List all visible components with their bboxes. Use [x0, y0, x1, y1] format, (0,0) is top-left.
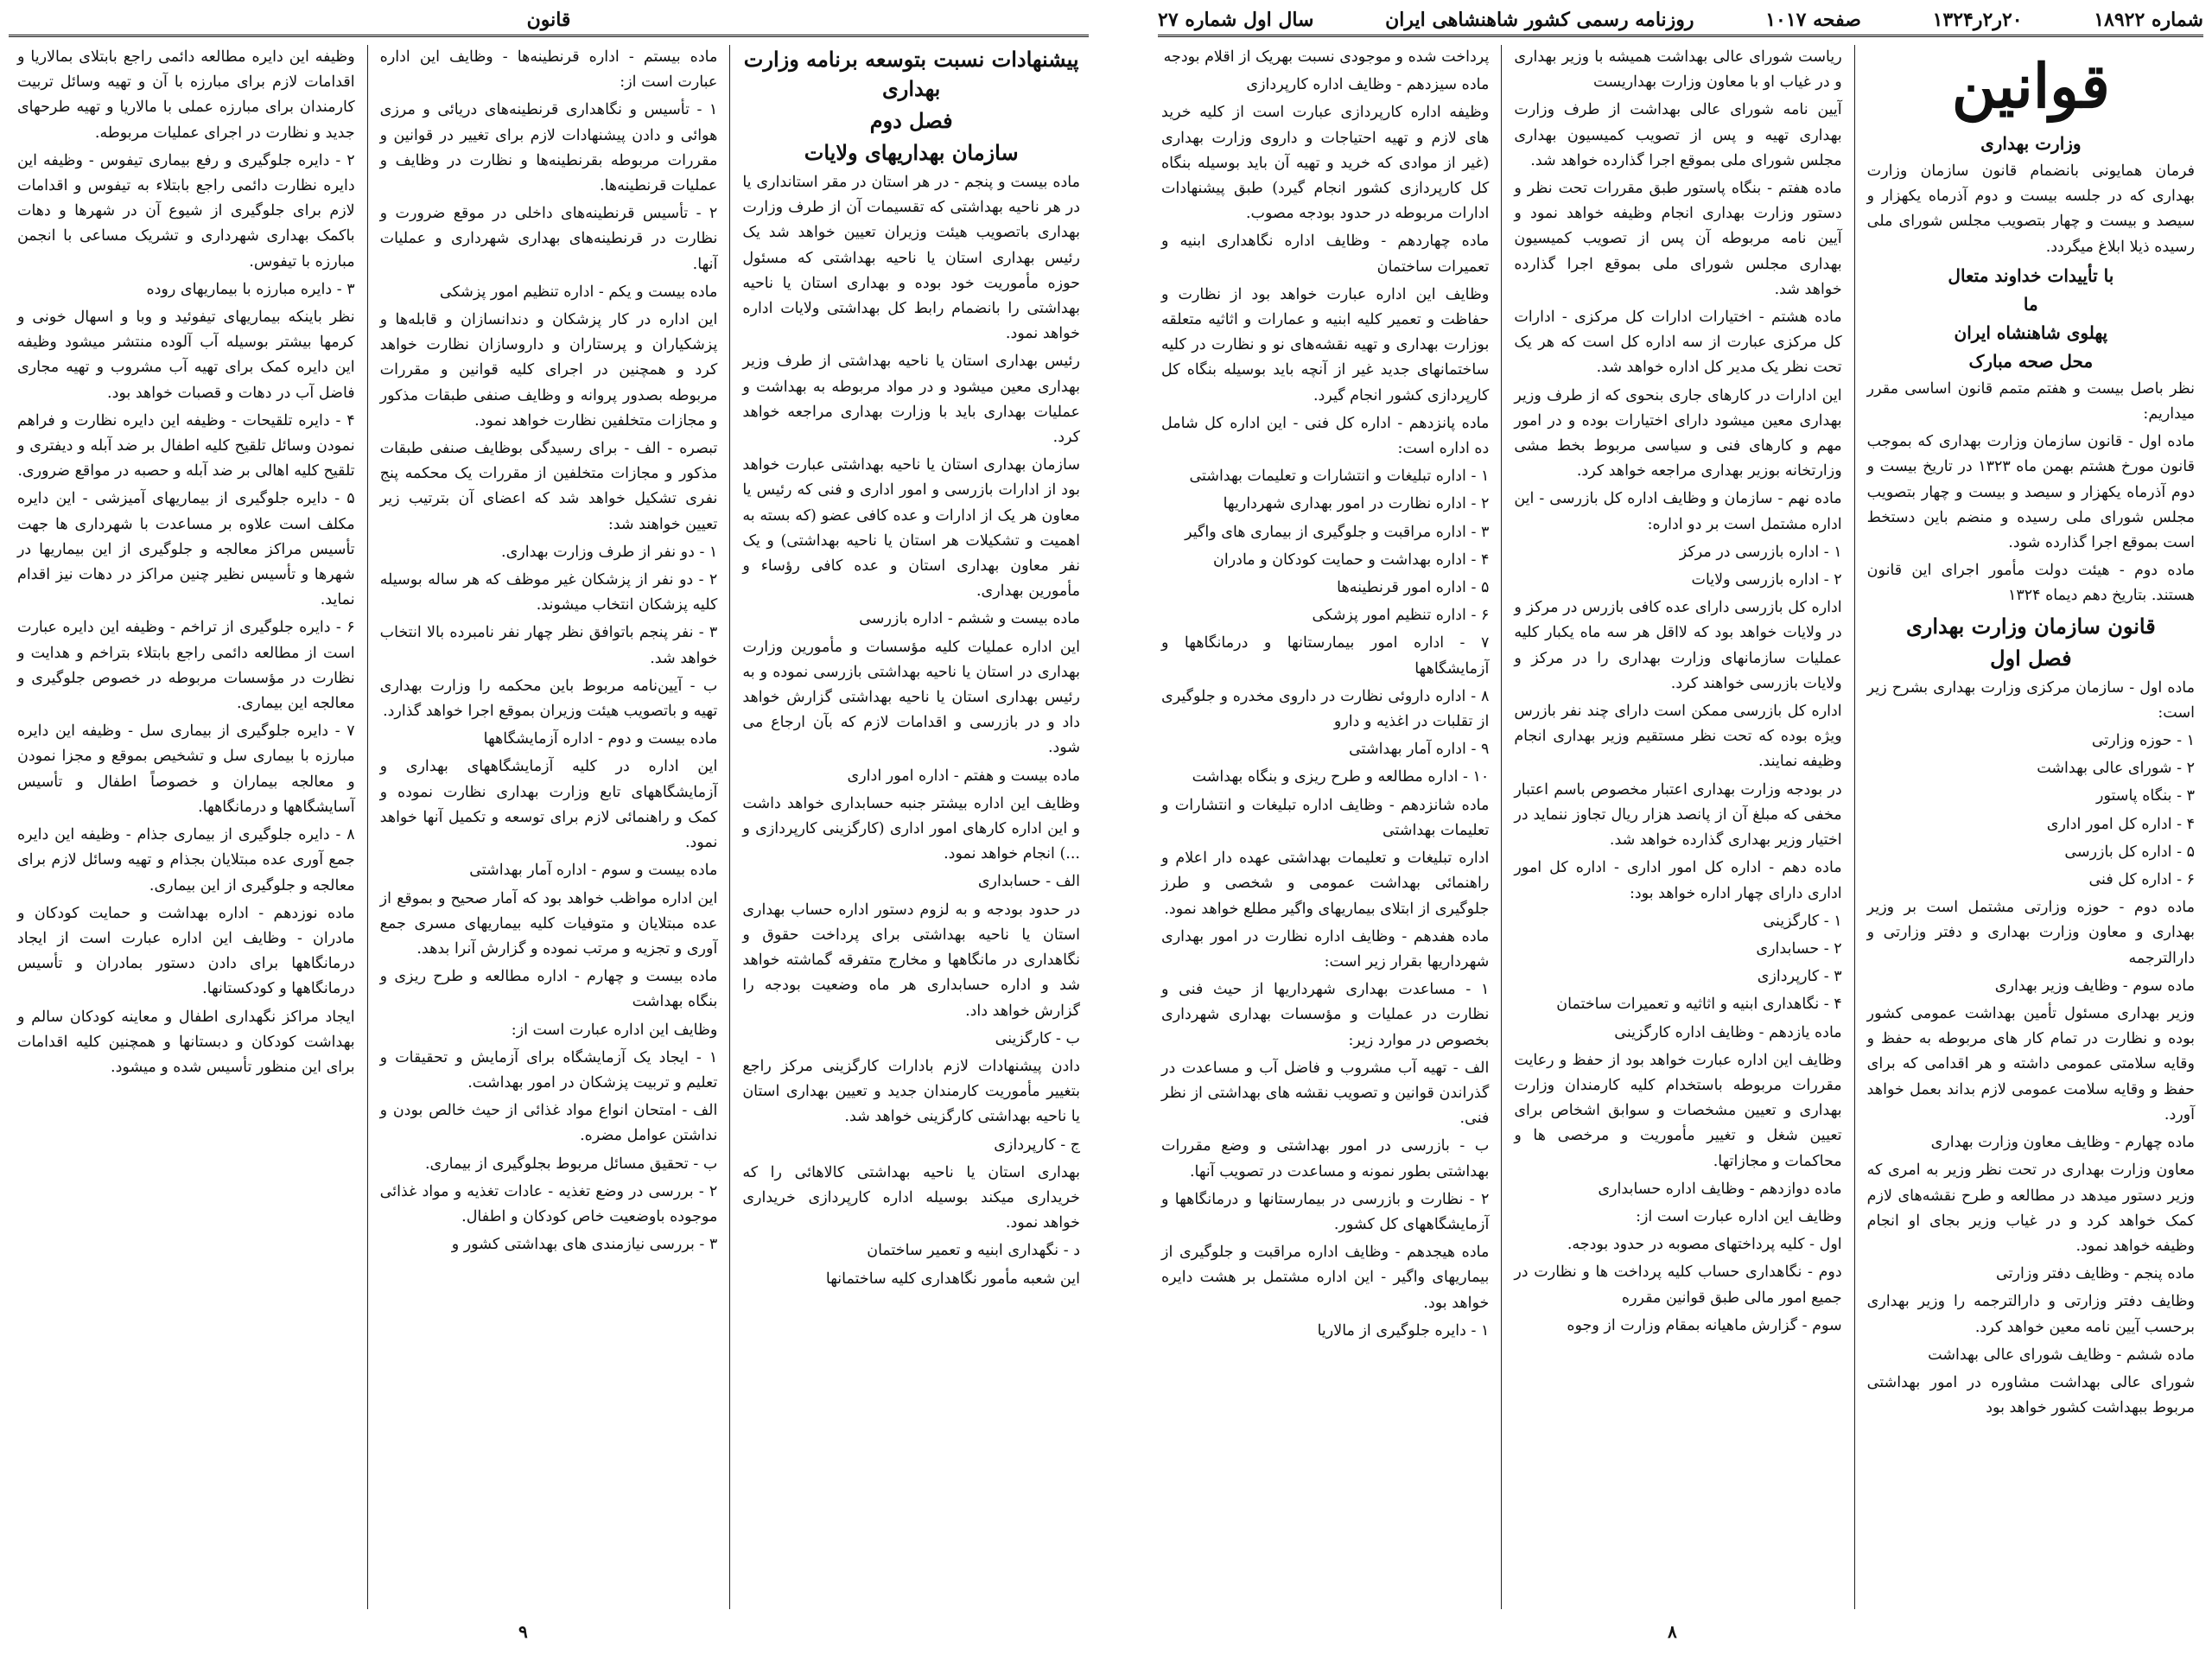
list-item: ۱ - دو نفر از طرف وزارت بهداری. [501, 543, 718, 561]
list-item: ۱ - حوزه وزارتی [2091, 732, 2195, 750]
paragraph: اداره کل بازرسی دارای عده کافی بازرس در مرکز و در ولایات خواهد بود که لااقل هر سه ماه یکبار کلیه عملیات سازمانهای وزارت بهداری را در مرکز و ولایات بازرسی خواهند کرد. [1514, 599, 1842, 692]
list-item: ۷ - اداره امور بیمارستانها و درمانگاهها و آزمایشگاهها [1161, 634, 1490, 678]
paragraph: ماده هیجدهم - وظایف اداره مراقبت و جلوگیری از بیماریهای واگیر - این اداره مشتمل بر هشت دایره خواهد بود. [1161, 1244, 1490, 1312]
paragraph: ۶ - دایره جلوگیری از تراخم - وظیفه این دایره عبارت است از مطالعه دائمی راجع بابتلاء بتراخم و هدایت و نظارت در مؤسسات مربوطه در خصوص جلوگیری و معالجه این بیماری. [16, 619, 355, 713]
centered-line: ما [2023, 293, 2038, 315]
list-item: ۲ - اداره نظارت در امور بهداری شهرداریها [1223, 495, 1490, 513]
paragraph: ماده بیست و دوم - اداره آزمایشگاهها [483, 730, 718, 748]
masthead-number: شماره ۱۸۹۲۲ [2094, 9, 2203, 31]
paragraph: ریاست شورای عالی بهداشت همیشه با وزیر بهداری و در غیاب او با معاون وزارت بهداریست [1514, 48, 1842, 92]
list-item: ۴ - اداره کل امور اداری [2046, 815, 2195, 833]
paragraph: ماده چهاردهم - وظایف اداره نگاهداری ابنیه و تعمیرات ساختمان [1161, 232, 1490, 276]
paragraph: ماده سیزدهم - وظایف اداره کارپردازی [1246, 76, 1490, 94]
paragraph: این اداره عملیات کلیه مؤسسات و مأمورین وزارت بهداری در استان یا ناحیه بهداشتی بازرسی نموده و به رئیس بهداری استان یا ناحیه بهداشتی گزارش خواهد داد و در بازرسی و اقدامات لازم که بآن ارجاع می شود. [742, 638, 1080, 757]
paragraph: ماده بیست و چهارم - اداره مطالعه و طرح ریزی و بنگاه بهداشت [379, 968, 718, 1011]
list-item: ۲ - شورای عالی بهداشت [2037, 760, 2195, 778]
paragraph: ماده یازدهم - وظایف اداره کارگزینی [1614, 1023, 1842, 1041]
paragraph: ماده دهم - اداره کل امور اداری - اداره کل امور اداری دارای چهار اداره خواهد بود: [1514, 859, 1842, 902]
paragraph: فرمان همایونی بانضمام قانون سازمان وزارت بهداری که در جلسه بیست و دوم آذرماه یکهزار و سیصد و بیست و چهار بتصویب مجلس شورای ملی رسیده ذیلا ابلاغ میگردد. [1866, 162, 2195, 256]
paragraph: دوم - نگاهداری حساب کلیه پرداخت ها و نظارت در جمیع امور مالی طبق قوانین مقرره [1514, 1263, 1842, 1307]
paragraph: ماده دوازدهم - وظایف اداره حسابداری [1598, 1180, 1842, 1198]
masthead-date: ۲۰ر۲ر۱۳۲۴ [1932, 9, 2023, 31]
paragraph: ۲ - نظارت و بازرسی در بیمارستانها و درمانگاهها و آزمایشگاههای کل کشور. [1161, 1190, 1490, 1233]
paragraph: تبصره - الف - برای رسیدگی بوظایف صنفی طبقات مذکور و مجازات متخلفین از مقررات یک محکمه پنج نفری تشکیل خواهد شد که اعضای آن بترتیب زیر تعیین خواهند شد: [379, 440, 718, 533]
paragraph: ۲ - بررسی در وضع تغذیه - عادات تغذیه و مواد غذائی موجوده باوضعیت خاص کودکان و اطفال. [379, 1182, 718, 1225]
paragraph: ب - آیین‌نامه مربوط باین محکمه را وزارت بهداری تهیه و باتصویب هیئت وزیران بموقع اجرا خواهد گذارد. [379, 677, 718, 721]
paragraph: وظیفه اداره کارپردازی عبارت است از کلیه خرید های لازم و تهیه احتیاجات و داروی وزارت بهداری (غیر از موادی که خرید و تهیه آن باید بوسیله بنگاه کل کارپردازی کشور انجام گیرد) طبق پیشنهادات ادارات مربوطه در حدود بودجه مصوب. [1161, 104, 1490, 223]
paragraph: الف - امتحان انواع مواد غذائی از حیث خالص بودن و نداشتن عوامل مضره. [379, 1102, 718, 1145]
left-columns [5, 45, 1092, 1609]
paragraph: معاون وزارت بهداری در تحت نظر وزیر به امری که وزیر دستور میدهد در مطالعه و طرح نقشه‌های لازم کمک خواهد کرد و در غیاب وزیر بجای او انجام وظیفه خواهد نمود. [1866, 1161, 2195, 1255]
paragraph: ماده هفتم - بنگاه پاستور طبق مقررات تحت نظر و دستور وزارت بهداری انجام وظیفه خواهد نمود و آیین نامه مربوطه آن پس از تصویب کمیسیون بهداری مجلس شورای ملی بموقع اجرا گذارده خواهد شد. [1514, 180, 1842, 298]
paragraph: این شعبه مأمور نگاهداری کلیه ساختمانها [825, 1270, 1080, 1288]
paragraph: الف - حسابداری [977, 873, 1080, 891]
centered-line: محل صحه مبارک [1968, 350, 2094, 372]
paragraph: وظایف این اداره بیشتر جنبه حسابداری خواهد داشت و این اداره کارهای امور اداری (کارگزینی کارپردازی و ...) انجام خواهد نمود. [742, 794, 1080, 863]
paragraph: ۱ - تأسیس و نگاهداری قرنطینه‌های دریائی و مرزی هوائی و دادن پیشنهادات لازم برای تغییر در قوانین و مقررات مربوطه بقرنطینه‌ها و نظارت در وظایف و عملیات قرنطینه‌ها. [379, 101, 718, 195]
left-page [0, 0, 1097, 1661]
left-masthead [9, 5, 1089, 37]
list-item: ۳ - بنگاه پاستور [2096, 787, 2195, 805]
right-masthead [1158, 5, 2203, 37]
paragraph: ماده اول - قانون سازمان وزارت بهداری که بموجب قانون مورخ هشتم بهمن ماه ۱۳۲۳ در تاریخ بیست و دوم آذرماه یکهزار و سیصد و بیست و چهار بتصویب مجلس شورای ملی رسیده و منضم باین دستخط است بموقع اجرا گذارده شود. [1866, 433, 2195, 552]
paragraph: رئیس بهداری استان یا ناحیه بهداشتی از طرف وزیر بهداری معین میشود و در مواد مربوطه به بهداشت و عملیات بهداری باید با وزارت بهداری مراجعه خواهد کرد. [742, 353, 1080, 447]
paragraph: ماده ششم - وظایف شورای عالی بهداشت [1928, 1346, 2195, 1364]
masthead-page-label: صفحه ۱۰۱۷ [1765, 9, 1861, 31]
page-gutter [1097, 0, 1115, 1661]
right-column-3 [1149, 45, 1501, 1609]
centered-line: وزارت بهداری [1980, 133, 2082, 154]
paragraph: در بودجه وزارت بهداری اعتبار مخصوص باسم اعتبار مخفی که مبلغ آن از پانصد هزار ریال تجاوز ننماید در اختیار وزیر بهداری گذارده خواهد شد. [1514, 780, 1842, 850]
paragraph: وظایف دفتر وزارتی و دارالترجمه را وزیر بهداری برحسب آیین نامه معین خواهد کرد. [1866, 1293, 2195, 1336]
paragraph: ۱ - مساعدت بهداری شهرداریها از حیث فنی و نظارت در عملیات و مؤسسات بهداری شهرداری بخصوص در موارد زیر: [1161, 981, 1490, 1049]
masthead-issue: سال اول شماره ۲۷ [1158, 9, 1314, 31]
paragraph: ماده بیست و پنجم - در هر استان در مقر استانداری یا در هر ناحیه بهداشتی که تقسیمات آن از طرف وزارت بهداری باتصویب هیئت وزیران تعیین خواهد شد یک رئیس بهداری استان یا ناحیه بهداشتی که مسئول حوزه مأموریت خود بوده و بهداری استان یا ناحیه بهداشتی را بانضمام رابط کل بهداشتی ولایات اداره خواهد نمود. [742, 174, 1080, 343]
paragraph: ماده بیست و یکم - اداره تنظیم امور پزشکی [439, 283, 718, 301]
masthead-title: روزنامه رسمی کشور شاهنشاهی ایران [1385, 9, 1694, 31]
paragraph: ماده هفدهم - وظایف اداره نظارت در امور بهداری شهرداریها بقرار زیر است: [1161, 927, 1490, 971]
paragraph: بهداری استان یا ناحیه بهداشتی کالاهائی را که خریداری میکند بوسیله اداره کارپردازی خریداری خواهد نمود. [742, 1163, 1080, 1232]
paragraph: ماده دوم - هیئت دولت مأمور اجرای این قانون هستند. بتاریخ دهم دیماه ۱۳۲۴ [1866, 562, 2195, 605]
paragraph: ماده اول - سازمان مرکزی وزارت بهداری بشرح زیر است: [1866, 678, 2195, 722]
paragraph: اداره کل بازرسی ممکن است دارای چند نفر بازرس ویژه بوده که تحت نظر مستقیم وزیر بهداری انجام وظیفه نمایند. [1514, 703, 1842, 771]
paragraph: وظایف این اداره عبارت خواهد بود از نظارت و حفاظت و تعمیر کلیه ابنیه و عمارات و اثاثیه متعلقه بوزارت بهداری و تهیه نقشه‌های نو و نظارت در کلیه ساختمانهای جدید غیر از آنچه باید بوسیله بنگاه کل کارپردازی کشور انجام گیرد. [1161, 285, 1490, 404]
paragraph: ماده بیست و ششم - اداره بازرسی [859, 610, 1080, 628]
list-item: ۳ - اداره مراقبت و جلوگیری از بیماری های واگیر [1185, 523, 1490, 541]
paragraph: ماده پانزدهم - اداره کل فنی - این اداره کل شامل ده اداره است: [1161, 414, 1490, 458]
list-item: ۲ - حسابداری [1756, 939, 1842, 958]
paragraph: ماده نوزدهم - اداره بهداشت و حمایت کودکان و مادران - وظایف این اداره عبارت است از ایجاد درمانگاهها برای دادن دستور بمادران و تأسیس درمانگاهها و کودکستانها. [16, 904, 355, 998]
paragraph: ماده شانزدهم - وظایف اداره تبلیغات و انتشارات و تعلیمات بهداشتی [1161, 796, 1490, 839]
left-column-2 [367, 45, 730, 1609]
chapter-heading: سازمان بهداریهای ولایات [804, 140, 1019, 165]
paragraph: ۸ - دایره جلوگیری از بیماری جذام - وظیفه این دایره جمع آوری عده مبتلایان بجذام و تهیه وسائل لازم برای معالجه و جلوگیری از این بیماری. [16, 826, 355, 894]
list-item: ۶ - اداره کل فنی [2088, 871, 2195, 889]
list-item: ۲ - اداره بازرسی ولایات [1691, 571, 1842, 589]
list-item: ۱ - اداره بازرسی در مرکز [1679, 543, 1842, 561]
paragraph: ب - کارگزینی [995, 1029, 1080, 1047]
paragraph: سوم - گزارش ماهیانه بمقام وزارت از وجوه [1567, 1316, 1842, 1334]
paragraph: وظیفه این دایره مطالعه دائمی راجع بابتلای بمالاریا و اقدامات لازم برای مبارزه با آن و تهیه وسائل تربیت کارمندان برای مبارزه عملی با مالاریا و تهیه طرحهای جدید و نظارت در اجرای عملیات مربوطه. [16, 48, 355, 142]
paragraph: پرداخت شده و موجودی نسبت بهریک از اقلام بودجه [1163, 48, 1490, 66]
list-item: ۵ - اداره کل بازرسی [2064, 843, 2195, 861]
paragraph: وظایف این اداره عبارت است از: [1636, 1207, 1842, 1225]
left-page-number: ۹ [518, 1621, 528, 1642]
paragraph: این اداره در کلیه آزمایشگاههای بهداری و آزمایشگاههای تابع وزارت بهداری نظارت نموده و کمک و راهنمائی لازم برای توسعه و تکمیل آنها خواهد نمود. [379, 758, 718, 852]
paragraph: ۱ - ایجاد یک آزمایشگاه برای آزمایش و تحقیقات و تعلیم و تربیت پزشکان در امور بهداشت. [379, 1048, 718, 1091]
list-item: ۳ - کارپردازی [1757, 968, 1842, 986]
paragraph: ۲ - دو نفر از پزشکان غیر موظف که هر ساله بوسیله کلیه پزشکان انتخاب میشوند. [379, 571, 718, 614]
paragraph: ماده سوم - وظایف وزیر بهداری [1994, 977, 2195, 995]
paragraph: ماده هشتم - اختیارات ادارات کل مرکزی - ادارات کل مرکزی عبارت از سه اداره کل است که هر یک تحت نظر یک مدیر کل اداره خواهد شد. [1514, 309, 1842, 377]
paragraph: الف - تهیه آب مشروب و فاضل آب و مساعدت در گذراندن قوانین و تصویب نقشه های بهداشتی از نظر فنی. [1161, 1059, 1490, 1128]
list-item: ۱ - اداره تبلیغات و انتشارات و تعلیمات بهداشتی [1189, 468, 1490, 486]
paragraph: اداره تبلیغات و تعلیمات بهداشتی عهده دار اعلام و راهنمائی بهداشت عمومی و شخصی و طرز جلوگیری از ابتلای بیماریهای واگیر مطلع خواهد نمود. [1161, 850, 1490, 918]
chapter-heading: پیشنهادات نسبت بتوسعه برنامه وزارت بهداری [743, 47, 1079, 101]
chapter-heading: فصل اول [1990, 645, 2072, 671]
list-item: ۱ - دایره جلوگیری از مالاریا [1317, 1321, 1490, 1340]
paragraph: شورای عالی بهداشت مشاوره در امور بهداشتی مربوط ببهداشت کشور خواهد بود [1866, 1373, 2195, 1417]
paragraph: آیین نامه شورای عالی بهداشت از طرف وزارت بهداری تهیه و پس از تصویب کمیسیون بهداری مجلس شورای ملی بموقع اجرا گذارده خواهد شد. [1514, 101, 1842, 169]
right-column-1 [1854, 45, 2207, 1609]
paragraph: ۸ - اداره داروئی نظارت در داروی مخدره و جلوگیری از تقلبات در اغذیه و دارو [1161, 687, 1490, 731]
paragraph: ج - کارپردازی [994, 1136, 1080, 1154]
centered-line: با تأییدات خداوند متعال [1948, 264, 2114, 286]
paragraph: ۵ - دایره جلوگیری از بیماریهای آمیزشی - این دایره مکلف است علاوه بر مساعدت با شهرداری ها جهت تأسیس مراکز معالجه و جلوگیری از این بیماریها در شهرها و تأسیس نظیر چنین مراکز در دهات نیز اقدام نماید. [16, 490, 355, 609]
chapter-heading: فصل دوم [869, 108, 953, 133]
paragraph: د - نگهداری ابنیه و تعمیر ساختمان [867, 1242, 1080, 1260]
paragraph: ماده بیستم - اداره قرنطینه‌ها - وظایف این اداره عبارت است از: [379, 48, 718, 92]
paragraph: سازمان بهداری استان یا ناحیه بهداشتی عبارت خواهد بود از ادارات بازرسی و امور اداری و فنی که رئیس یا معاون هر یک از ادارات و عده کافی عضو (که بسته به اهمیت و تشکیلات هر استان یا ناحیه بهداشتی) و یک نفر معاون بهداری استان و عده کافی رؤساء و مأمورین بهداری. [742, 456, 1080, 601]
section-title: قوانین [1951, 50, 2110, 122]
list-item: ۵ - اداره امور قرنطینه‌ها [1337, 579, 1490, 597]
paragraph: ماده نهم - سازمان و وظایف اداره کل بازرسی - این اداره مشتمل است بر دو اداره: [1514, 490, 1842, 533]
left-column-3 [5, 45, 367, 1609]
list-item: ۱۰ - اداره مطالعه و طرح ریزی و بنگاه بهداشت [1192, 768, 1490, 786]
paragraph: ۴ - دایره تلقیحات - وظیفه این دایره نظارت و فراهم نمودن وسائل تلقیح کلیه اطفال بر ضد آبله و دیفتری و تلقیح کلیه اهالی بر ضد آبله و حصبه در مواقع ضروری. [16, 411, 355, 480]
paragraph: وظایف این اداره عبارت خواهد بود از حفظ و رعایت مقررات مربوطه باستخدام کلیه کارمندان وزارت بهداری و تعیین مشخصات و سوابق اشخاص برای تعیین شغل و تغییر مأموریت و مرخصی ها و محاکمات و مجازاتها. [1514, 1051, 1842, 1170]
list-item: ۳ - بررسی نیازمندی های بهداشتی کشور و [451, 1236, 718, 1254]
paragraph: وزیر بهداری مسئول تأمین بهداشت عمومی کشور بوده و نظارت در تمام کار های مربوطه به حفظ و وقایه سلامتی عمومی داشته و هر اقدامی که برای حفظ و وقایه سلامت عمومی لازم بداند بعمل خواهد آورد. [1866, 1005, 2195, 1123]
right-page [1115, 0, 2212, 1661]
list-item: ۱ - کارگزینی [1763, 912, 1842, 930]
paragraph: نظر باصل بیست و هفتم متمم قانون اساسی مقرر میداریم: [1866, 379, 2195, 423]
paragraph: این ادارات در کارهای جاری بنحوی که از طرف وزیر بهداری معین میشود دارای اختیارات بوده و در امور مهم و کارهای فنی و سیاسی مربوط بخط مشی وزارتخانه بوزیر بهداری مراجعه خواهد کرد. [1514, 386, 1842, 480]
paragraph: ۲ - تأسیس قرنطینه‌های داخلی در موقع ضرورت و نظارت در قرنطینه‌های بهداری شهرداری و عملیات آنها. [379, 205, 718, 273]
paragraph: این اداره در کار پزشکان و دندانسازان و قابله‌ها و پزشکیاران و پرستاران و داروسازان نظارت خواهد کرد و همچنین در اجرای کلیه قوانین و مقررات مربوطه بصدور پروانه و وظایف صنفی طبقات مذکور و مجازات متخلفین نظارت خواهد نمود. [379, 311, 718, 430]
right-column-2 [1501, 45, 1853, 1609]
paragraph: ۷ - دایره جلوگیری از بیماری سل - وظیفه این دایره مبارزه با بیماری سل و تشخیص بموقع و مجزا نمودن و معالجه بیماران و خصوصاً اطفال و تأسیس آسایشگاهها و درمانگاهها. [16, 722, 355, 816]
paragraph: این اداره مواظب خواهد بود که آمار صحیح و بموقع از عده مبتلایان و متوفیات کلیه بیماریهای مسری جمع آوری و تجزیه و مرتب نموده و گزارش آنرا بدهد. [379, 889, 718, 958]
paragraph: وظایف این اداره عبارت است از: [511, 1021, 718, 1039]
list-item: ۴ - نگاهداری ابنیه و اثاثیه و تعمیرات ساختمان [1556, 996, 1842, 1014]
paragraph: در حدود بودجه و به لزوم دستور اداره حساب بهداری استان یا ناحیه بهداشتی برای پرداخت حقوق و نگاهداری در مانگاهها و مخارج متفرقه گماشته خواهد شد و اداره حسابداری هر ماه وضعیت بودجه را گزارش خواهد داد. [742, 901, 1080, 1020]
paragraph: ب - تحقیق مسائل مربوط بجلوگیری از بیماری. [424, 1155, 718, 1173]
list-item: ۳ - نفر پنجم باتوافق نظر چهار نفر نامبرده بالا انتخاب خواهد شد. [379, 624, 718, 667]
right-page-number: ۸ [1668, 1621, 1677, 1642]
left-column-1 [729, 45, 1092, 1609]
list-item: ۹ - اداره آمار بهداشتی [1349, 741, 1490, 759]
list-item: ۶ - اداره تنظیم امور پزشکی [1312, 607, 1490, 625]
paragraph: ماده پنجم - وظایف دفتر وزارتی [1996, 1265, 2195, 1283]
list-item: ۳ - دایره مبارزه با بیماریهای روده [146, 280, 355, 298]
paragraph: ۲ - دایره جلوگیری و رفع بیماری تیفوس - وظیفه این دایره نظارت دائمی راجع بابتلاء به تیفوس و اقدامات لازم برای جلوگیری از شیوع آن در شهرها و دهات باکمک بهداری شهرداری و تشریک مساعی با انجمن مبارزه با تیفوس. [16, 151, 355, 270]
centered-line: پهلوی شاهنشاه ایران [1954, 321, 2108, 343]
chapter-heading: قانون سازمان وزارت بهداری [1905, 613, 2156, 639]
paragraph: ماده بیست و هفتم - اداره امور اداری [847, 767, 1080, 785]
paragraph: اول - کلیه پرداختهای مصوبه در حدود بودجه. [1567, 1236, 1842, 1254]
paragraph: ایجاد مراکز نگهداری اطفال و معاینه کودکان سالم و بهداشت کودکان و دبستانها و همچنین کلیه اقدامات برای این منظور تأسیس شده و میشود. [16, 1008, 355, 1076]
left-masthead-title: قانون [526, 9, 571, 31]
paragraph: ماده دوم - حوزه وزارتی مشتمل است بر وزیر بهداری و معاون وزارت بهداری و دفتر وزارتی و دارالترجمه [1866, 899, 2195, 967]
paragraph: نظر باینکه بیماریهای تیفوئید و وبا و اسهال خونی و کرمها بیشتر بوسیله آب آلوده منتشر میشود وظیفه این دایره کمک برای تهیه آب مشروب و تهیه مجاری فاضل آب در دهات و قصبات خواهد بود. [16, 309, 355, 402]
list-item: ۴ - اداره بهداشت و حمایت کودکان و مادران [1212, 550, 1490, 569]
paragraph: دادن پیشنهادات لازم بادارات کارگزینی مرکز راجع بتغییر مأموریت کارمندان جدید و تعیین بهداری استان یا ناحیه بهداشتی کارگزینی خواهد شد. [742, 1057, 1080, 1126]
paragraph: ماده چهارم - وظایف معاون وزارت بهداری [1930, 1134, 2195, 1152]
paragraph: ب - بازرسی در امور بهداشتی و وضع مقررات بهداشتی بطور نمونه و مساعدت در تصویب آنها. [1161, 1137, 1490, 1181]
right-columns [1149, 45, 2207, 1609]
paragraph: ماده بیست و سوم - اداره آمار بهداشتی [469, 862, 718, 880]
